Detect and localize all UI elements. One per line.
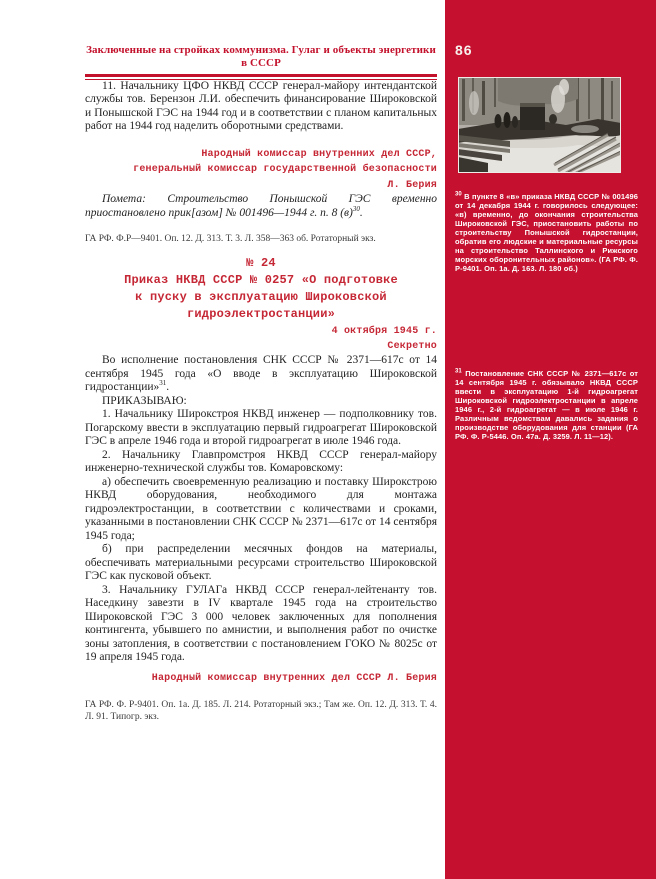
doc24-classification: Секретно — [387, 341, 437, 352]
signature-line: генеральный комиссар государственной безопасности — [133, 164, 437, 175]
doc24-order-word: ПРИКАЗЫВАЮ: — [102, 394, 187, 407]
footnote-31-number: 31 — [455, 368, 462, 375]
footnote-ref-31: 31 — [159, 379, 167, 388]
footnote-31 — [455, 369, 638, 441]
construction-site-photo — [458, 77, 621, 173]
sidebar — [445, 0, 656, 879]
doc24-preamble — [85, 354, 437, 395]
note-text: Помета: Строительство Понышской ГЭС временно приостановлено прик[азом] № 001496—1944 г. п. 8 (в) — [85, 193, 437, 219]
doc24-dateline — [85, 324, 437, 354]
doc24-item-2: 2. Начальнику Главпромстроя НКВД СССР генерал-майору инженерно-технической службы тов. Комаровскому: — [85, 448, 437, 474]
doc24-item-1: 1. Начальнику Широкстроя НКВД инженер — подполковнику тов. Погарскому ввести в эксплуатацию первый гидроагрегат Широковской ГЭС в апреле 1946 года и второй гидроагрегат в июле 1946 года. — [85, 408, 437, 447]
doc23-note — [85, 193, 437, 220]
preamble-end: . — [166, 381, 170, 393]
signature-line: Л. Берия — [387, 179, 437, 191]
header-rule-thick — [85, 74, 437, 77]
doc24-item-2a: а) обеспечить своевременную реализацию и поставку Широкстрою НКВД оборудования, необходимого для монтажа гидроэлектростанции, в соответствии с количествами и сроками, указанными в постановлении СНК СССР № 2371—617с от 14 сентября 1945 года; — [85, 475, 437, 542]
doc24-signature: Народный комиссар внутренних дел СССР Л. Берия — [151, 672, 437, 684]
doc24-archive-reference: ГА РФ. Ф. Р-9401. Оп. 1а. Д. 185. Л. 214. Ротаторный экз.; Там же. Оп. 12. Д. 313. Т. 4. Л. 91. Типогр. экз. — [85, 699, 437, 722]
doc23-signature-block — [85, 147, 437, 194]
doc23-archive-reference: ГА РФ. Ф.Р—9401. Оп. 12. Д. 313. Т. 3. Л. 358—363 об. Ротаторный экз. — [85, 234, 376, 244]
footnote-30 — [455, 192, 638, 273]
doc24-item-3: 3. Начальнику ГУЛАГа НКВД СССР генерал-лейтенанту тов. Наседкину завезти в IV квартале 1945 года на строительство Широковской ГЭС 3 000 человек заключенных для пополнения контингента, убывшего по амнистии, и выполнения работ по очистке зоны затопления, в соответствии с постановлением ГОКО № 8025с от 19 апреля 1945 года. — [85, 583, 437, 663]
footnote-31-text: Постановление СНК СССР № 2371—617с от 14 сентября 1945 г. обязывало НКВД СССР ввести в эксплуатацию 1-й гидроагрегат Широковской гидроэлектростанции в апреле 1946 г., 2-й гидроагрегат — в июле 1946 г. Различным ведомствам давались задания о производстве оборудования для станции (ГА РФ. Ф. Р-5446. Оп. 47а. Д. 3259. Л. 11—12). — [455, 369, 638, 441]
note-end: . — [359, 206, 363, 219]
main-column — [85, 0, 437, 732]
doc24-title-line: гидроэлектростанции» — [186, 307, 336, 321]
footnote-30-text: В пункте 8 «в» приказа НКВД СССР № 001496 от 14 декабря 1944 г. говорилось следующее: «в) временно, до окончания строительства Широковской ГЭС, приостановить работы по строительству Понышской гидростанции, обратив его людские и материальные ресурсы на строительство Таллинского и Рижского морских оборонительных районов». (ГА РФ. Ф. Р-9401. Оп. 1а. Д. 163. Л. 180 об.) — [455, 192, 638, 273]
doc24-date: 4 октября 1945 г. — [331, 326, 437, 337]
preamble-text: Во исполнение постановления СНК СССР № 2371—617с от 14 сентября 1945 года «О вводе в эксплуатацию Широковской гидростанции» — [85, 354, 437, 393]
doc24-item-2b: б) при распределении месячных фондов на материалы, обеспечивать материальными ресурсами строительство Широковской ГЭС как пусковой объект. — [85, 543, 437, 582]
page-number: 86 — [455, 42, 473, 58]
doc23-paragraph-11: 11. Начальнику ЦФО НКВД СССР генерал-майору интендантской службы тов. Берензон Л.И. обеспечить финансирование Широковской и Понышской ГЭС на 1944 год и в соответствии с планом капитальных работ на 1944 год наделить оборотными средствами. — [85, 79, 437, 132]
signature-line: Народный комиссар внутренних дел СССР, — [201, 148, 437, 160]
doc24-title-line: Приказ НКВД СССР № 0257 «О подготовке — [124, 273, 398, 287]
running-head: Заключенные на стройках коммунизма. Гулаг и объекты энергетики в СССР — [86, 44, 436, 69]
doc24-number: № 24 — [246, 256, 276, 270]
doc24-title-line: к пуску в эксплуатацию Широковской — [135, 290, 387, 304]
footnote-30-number: 30 — [455, 191, 462, 198]
doc24-heading — [85, 255, 437, 323]
footnote-ref-30: 30 — [352, 204, 360, 213]
